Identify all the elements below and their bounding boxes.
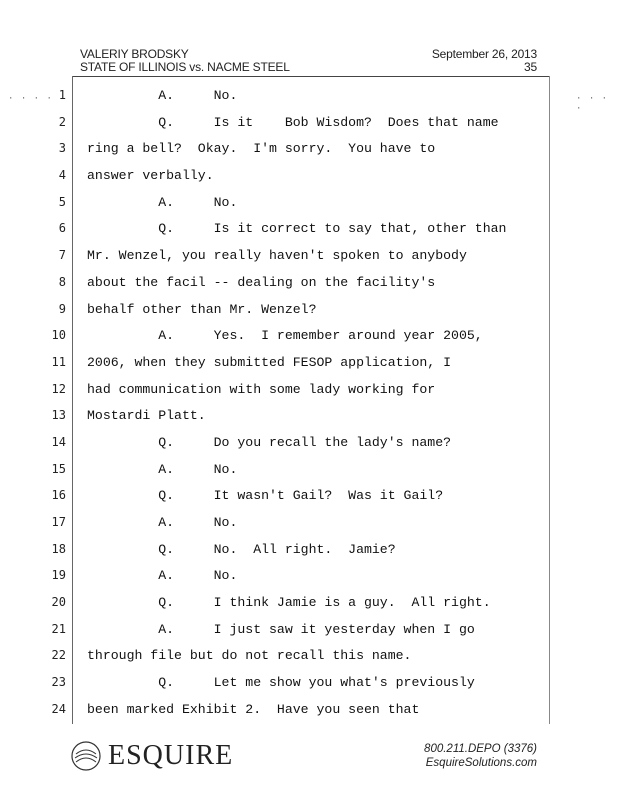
transcript-line [0,326,619,353]
transcript-line [0,219,619,246]
line-text: through file but do not recall this name. [87,648,412,664]
footer-contact [424,742,537,770]
line-number: 5 [58,194,66,209]
line-text: Q. I think Jamie is a guy. All right. [87,595,491,611]
line-text: Q. Is it Bob Wisdom? Does that name [87,114,499,130]
line-number: 4 [58,168,66,183]
line-number: 12 [51,381,66,396]
deposition-date: September 26, 2013 [431,47,537,61]
line-number: 14 [51,434,66,449]
transcript-line [0,593,619,620]
case-title: STATE OF ILLINOIS vs. NACME STEEL [80,60,290,74]
line-number: 23 [51,675,66,690]
transcript-line [0,460,619,487]
transcript-line [0,246,619,273]
header-right [432,48,537,74]
line-number: 2 [58,114,66,129]
line-text: A. No. [87,515,238,530]
transcript-line [0,566,619,593]
transcript-line [0,193,619,220]
line-text: A. No. [87,194,238,210]
header-left [80,48,290,74]
transcript-line [0,406,619,433]
footer-logo [70,740,233,772]
line-text: had communication with some lady working for [87,381,436,397]
transcript-line [0,166,619,193]
line-number: 17 [51,515,66,529]
line-text: Q. It wasn't Gail? Was it Gail? [87,488,444,504]
line-text: Q. Let me show you what's previously [87,675,475,691]
transcript-line [0,300,619,327]
line-text: answer verbally. [87,168,214,184]
line-text: A. No. [87,568,238,584]
transcript-line [0,139,619,166]
line-text: behalf other than Mr. Wenzel? [87,301,317,317]
transcript-line [0,273,619,300]
line-text: Mostardi Platt. [87,408,206,424]
footer-website: EsquireSolutions.com [425,757,537,769]
line-number: 15 [51,461,66,476]
line-number: 19 [51,568,66,583]
margin-dots-left: · · · · [8,94,53,104]
frame-top-rule [72,76,550,77]
line-number: 20 [51,595,66,610]
transcript-line [0,486,619,513]
footer-phone: 800.211.DEPO (3376) [424,743,537,755]
transcript-line [0,433,619,460]
line-text: A. No. [87,461,238,477]
line-number: 10 [51,328,66,343]
transcript-line [0,353,619,380]
transcript-line [0,620,619,647]
line-number: 22 [51,648,66,663]
line-number: 7 [58,248,66,263]
line-text: Mr. Wenzel, you really haven't spoken to anybody [87,248,467,264]
line-number: 11 [51,354,66,369]
esquire-logo-icon [70,740,102,772]
transcript-line [0,700,619,727]
line-text: 2006, when they submitted FESOP application, I [87,354,452,370]
line-text: A. Yes. I remember around year 2005, [87,328,483,344]
margin-dots-right: · · · · [576,94,609,114]
line-number: 21 [51,621,66,636]
line-number: 6 [58,221,66,236]
line-text: ring a bell? Okay. I'm sorry. You have to [87,141,436,157]
transcript-line [0,380,619,407]
line-number: 3 [58,141,66,156]
line-text: been marked Exhibit 2. Have you seen that [87,701,420,717]
transcript-line [0,513,619,540]
line-text: A. I just saw it yesterday when I go [87,621,475,637]
line-number: 18 [51,541,66,556]
transcript-line [0,86,619,113]
transcript-line [0,540,619,567]
witness-name: VALERIY BRODSKY [80,47,189,61]
line-number: 1 [58,88,66,102]
line-number: 13 [51,408,66,423]
logo-wordmark: ESQUIRE [108,740,234,771]
line-text: Q. No. All right. Jamie? [87,541,396,557]
transcript-line [0,673,619,700]
line-number: 16 [51,488,66,503]
line-text: about the facil -- dealing on the facility's [87,274,436,290]
transcript-line [0,646,619,673]
transcript-body [0,86,619,727]
line-text: Q. Is it correct to say that, other than [87,221,507,237]
page-number: 35 [524,60,537,74]
line-number: 9 [58,301,66,316]
line-text: A. No. [87,88,238,103]
line-text: Q. Do you recall the lady's name? [87,434,452,450]
transcript-line [0,113,619,140]
line-number: 24 [51,701,66,716]
line-number: 8 [58,274,66,289]
